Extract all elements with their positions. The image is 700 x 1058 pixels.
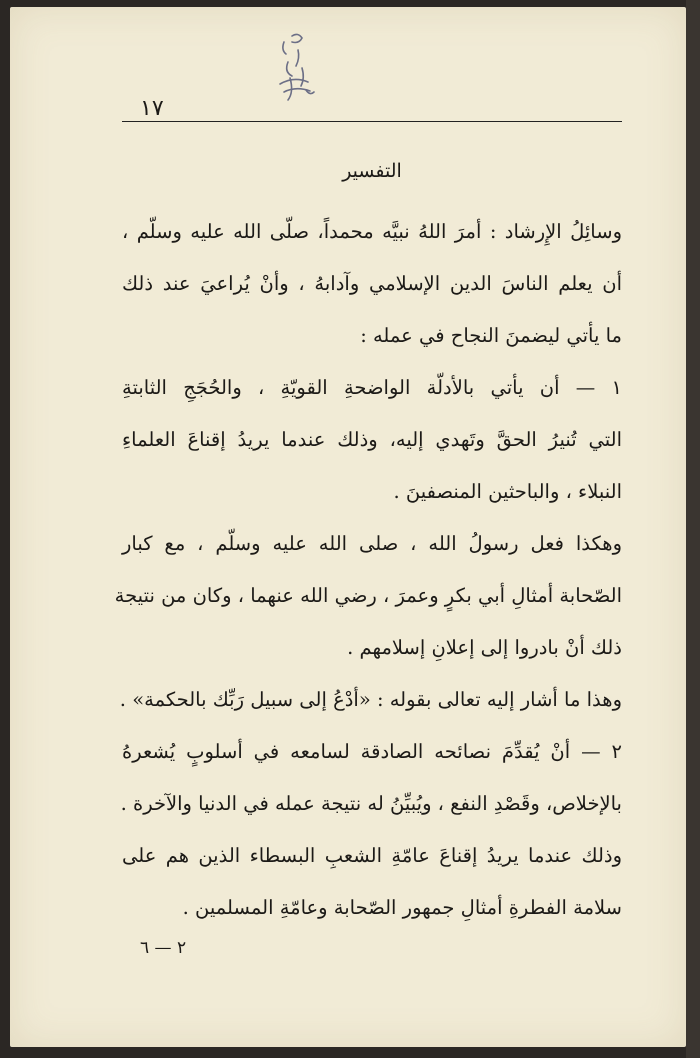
text-line: ذلك أنْ بادروا إلى إعلانِ إسلامهم . bbox=[347, 636, 622, 659]
text-line: النبلاء ، والباحثين المنصفينَ . bbox=[393, 480, 622, 503]
text-line: سلامة الفطرةِ أمثالِ جمهور الصّحابة وعامّةِ المسلمين . bbox=[182, 896, 622, 919]
running-title: التفسير bbox=[342, 160, 402, 182]
text-line: ٢ — أنْ يُقدِّمَ نصائحه الصادقة لسامعه في أسلوبٍ يُشعرهُ bbox=[122, 740, 622, 763]
text-line: وهكذا فعل رسولُ الله ، صلى الله عليه وسلّم ، مع كبار bbox=[122, 532, 622, 555]
text-line: وهذا ما أشار إليه تعالى بقوله : «أدْعُ إلى سبيل رَبِّك بالحكمة» . bbox=[119, 688, 622, 711]
text-line: ما يأتي ليضمنَ النجاح في عمله : bbox=[360, 324, 622, 347]
text-line: ١ — أن يأتي بالأدلّة الواضحةِ القويّةِ ، والحُجَجِ الثابتةِ bbox=[122, 376, 622, 399]
page-number: ١٧ bbox=[140, 96, 164, 121]
book-edge bbox=[686, 0, 700, 1058]
signature-mark: ٢ — ٦ bbox=[140, 938, 187, 958]
text-line: وذلك عندما يريدُ إقناعَ عامّةِ الشعبِ البسطاء الذين هم على bbox=[122, 844, 622, 867]
handwritten-annotation bbox=[262, 28, 332, 110]
header-rule bbox=[122, 121, 622, 122]
text-line: الصّحابة أمثالِ أبي بكرٍ وعمرَ ، رضي الله عنهما ، وكان من نتيجة bbox=[114, 584, 622, 607]
text-line: وسائِلُ الإِرشاد : أمرَ اللهُ نبيَّه محمداً، صلّى الله عليه وسلّم ، bbox=[122, 220, 622, 243]
text-line: أن يعلم الناسَ الدين الإسلامي وآدابهُ ، وأنْ يُراعيَ عند ذلك bbox=[122, 272, 622, 295]
text-line: بالإخلاص، وقَصْدِ النفع ، ويُبيِّنُ له نتيجة عمله في الدنيا والآخرة . bbox=[120, 792, 622, 815]
text-line: التي تُنيرُ الحقَّ وتَهدي إليه، وذلك عندما يريدُ إقناعَ العلماءِ bbox=[122, 428, 622, 451]
